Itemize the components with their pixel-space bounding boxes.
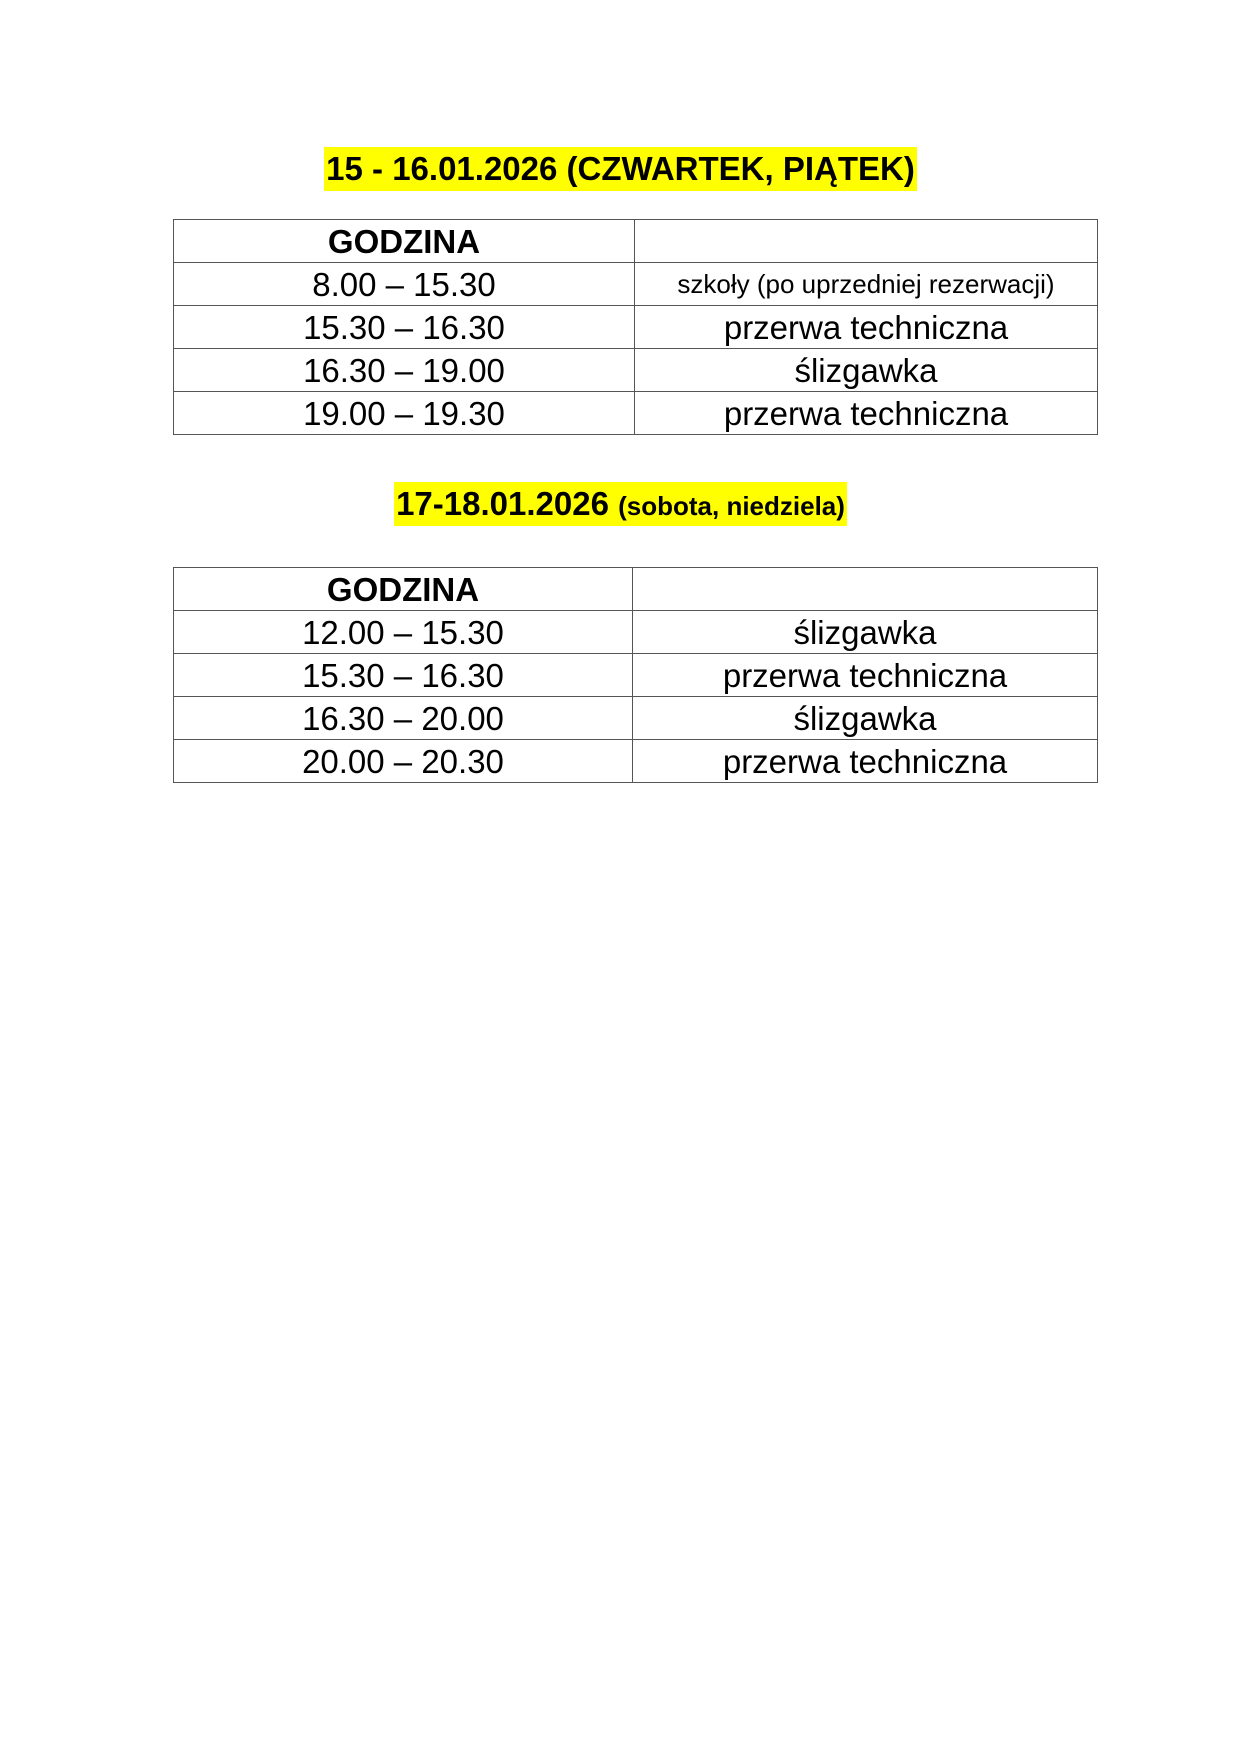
section-2-heading-days: (sobota, niedziela) xyxy=(618,491,845,521)
activity-cell: ślizgawka xyxy=(633,697,1098,740)
table-row xyxy=(174,306,1098,349)
table-header-row xyxy=(174,568,1098,611)
schedule-table-weekend xyxy=(173,567,1098,783)
time-cell: 8.00 – 15.30 xyxy=(174,263,635,306)
section-1-heading xyxy=(0,152,1241,185)
table-row xyxy=(174,697,1098,740)
table-row xyxy=(174,392,1098,435)
header-cell-activity xyxy=(635,220,1098,263)
time-cell: 16.30 – 20.00 xyxy=(174,697,633,740)
activity-cell: przerwa techniczna xyxy=(633,654,1098,697)
activity-cell: ślizgawka xyxy=(635,349,1098,392)
table-row xyxy=(174,740,1098,783)
section-1-heading-text: 15 - 16.01.2026 (CZWARTEK, PIĄTEK) xyxy=(324,147,917,191)
activity-cell: ślizgawka xyxy=(633,611,1098,654)
table-row xyxy=(174,611,1098,654)
header-cell-activity xyxy=(633,568,1098,611)
header-cell-time: GODZINA xyxy=(174,568,633,611)
schedule-table-weekday xyxy=(173,219,1098,435)
activity-cell: szkoły (po uprzedniej rezerwacji) xyxy=(635,263,1098,306)
header-cell-time: GODZINA xyxy=(174,220,635,263)
section-2-heading xyxy=(0,487,1241,520)
section-2-heading-dates: 17-18.01.2026 xyxy=(396,485,609,522)
activity-cell: przerwa techniczna xyxy=(635,392,1098,435)
activity-cell: przerwa techniczna xyxy=(633,740,1098,783)
table-row xyxy=(174,654,1098,697)
section-2-heading-text xyxy=(394,482,847,526)
activity-cell: przerwa techniczna xyxy=(635,306,1098,349)
time-cell: 19.00 – 19.30 xyxy=(174,392,635,435)
time-cell: 15.30 – 16.30 xyxy=(174,654,633,697)
time-cell: 16.30 – 19.00 xyxy=(174,349,635,392)
time-cell: 20.00 – 20.30 xyxy=(174,740,633,783)
time-cell: 12.00 – 15.30 xyxy=(174,611,633,654)
table-row xyxy=(174,349,1098,392)
table-row xyxy=(174,263,1098,306)
time-cell: 15.30 – 16.30 xyxy=(174,306,635,349)
table-header-row xyxy=(174,220,1098,263)
